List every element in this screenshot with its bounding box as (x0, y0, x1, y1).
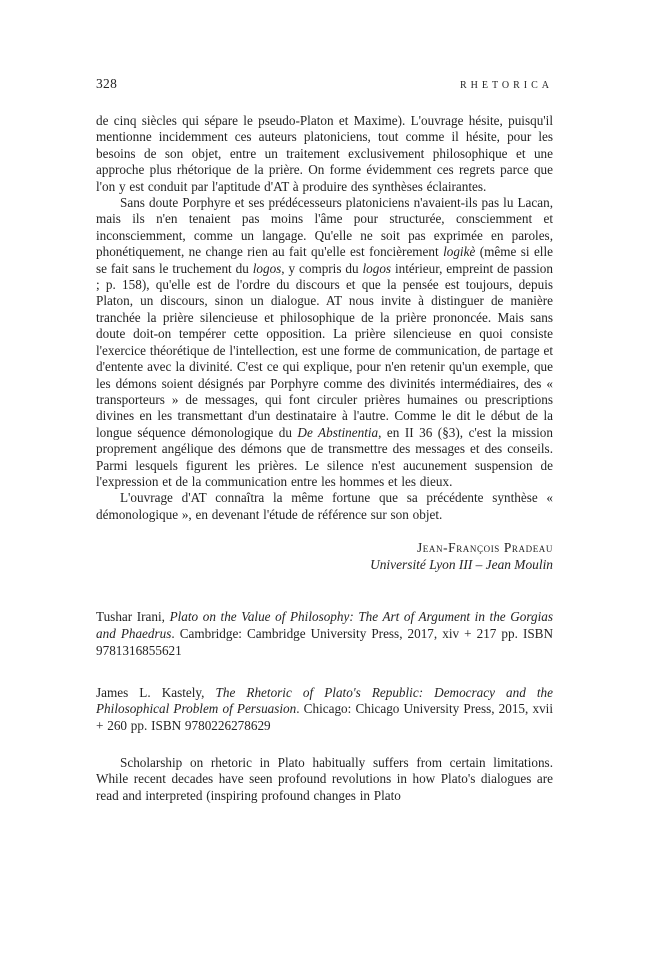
text-run: James L. Kastely, (96, 684, 216, 700)
text-run: L'ouvrage d'AT connaîtra la même fortune que sa précédente synthèse « démonologique », en devenant l'étude de référence sur son objet. (96, 490, 553, 522)
text-run: de cinq siècles qui sépare le pseudo-Platon et Maxime). L'ouvrage hésite, puisqu'il mentionne incidemment ces auteurs platoniciens, tout comme il hésite, pour les besoins de son objet, entre un traitement exclusivement philosophique et une approche plus rhétorique de la prière. On forme évidemment ces regrets parce que l'on y est conduit par l'aptitude d'AT à produire des synthèses éclairantes. (96, 113, 553, 194)
review-body-text (96, 113, 553, 523)
paragraph (96, 490, 553, 523)
text-run: (même si elle se fait sans le truchement du (96, 244, 553, 276)
book-citation (96, 685, 553, 735)
text-run: intérieur, empreint de passion ; p. 158), qu'elle est de l'ordre du discours et que la pensée est toujours, depuis Platon, un discours, sinon un dialogue. AT nous invite à distinguer de manière tranchée la prière silencieuse et philosophique de la prière prononcée. Mais sans doute doit-on tempérer cette opposition. La prière silencieuse en quoi consiste l'exercice théorétique de l'intellection, est une forme de communication, de partage et d'entente avec la divinité. C'est ce qui explique, pour n'en retenir qu'un exemple, que les démons soient désignés par Porphyre comme des divinités intermédiaires, des « transporteurs » de messages, qui font circuler prières humaines ou prescriptions divines en les transmettant d'un destinataire à l'autre. Comme le dit le début de la longue séquence démonologique du (96, 260, 553, 440)
reviewer-affiliation: Université Lyon III – Jean Moulin (370, 557, 553, 573)
text-run: , y compris du (281, 260, 363, 276)
paragraph (96, 113, 553, 195)
text-block (96, 76, 553, 804)
paragraph (96, 755, 553, 804)
italic-text-run: logos (252, 260, 282, 276)
book-citations (96, 609, 553, 735)
italic-text-run: De Abstinentia (297, 424, 379, 440)
italic-text-run: logos (362, 260, 392, 276)
text-run: . Chicago: Chicago University Press, 2015, xvii + 260 pp. ISBN 9780226278629 (96, 701, 553, 734)
running-header (96, 76, 553, 92)
page-number: 328 (96, 76, 118, 91)
attribution (96, 539, 553, 573)
text-run: Sans doute Porphyre et ses prédécesseurs platoniciens n'avaient-ils pas lu Lacan, mais ils n'en tenaient pas moins l'âme pour structurée, consciemment et inconsciemment, comme un langage. Qu'elle ne soit pas exprimée en paroles, phonétiquement, ne change rien au fait qu'elle est foncièrement (96, 195, 553, 260)
paragraph (96, 195, 553, 490)
text-run: . Cambridge: Cambridge University Press, 2017, xiv + 217 pp. ISBN 9781316855621 (96, 625, 553, 658)
next-review-opening (96, 755, 553, 804)
text-run: , en II 36 (§3), c'est la mission proprement angélique des démons que de transmettre des messages et des conseils. Parmi lesquels figurent les prières. Le silence n'est aucunement suspension de l'expression et de la communication entre les hommes et les dieux. (96, 424, 553, 489)
journal-running-head: RHETORICA (459, 80, 553, 91)
text-run: Tushar Irani, (96, 609, 170, 625)
italic-text-run: logikè (443, 244, 476, 260)
reviewer-name: Jean-François Pradeau (416, 540, 553, 556)
italic-text-run: The Rhetoric of Plato's Republic: Democracy and the Philosophical Problem of Persuasion (96, 684, 553, 717)
italic-text-run: Plato on the Value of Philosophy: The Art of Argument in the Gorgias and Phaedrus (96, 609, 553, 641)
text-run: Scholarship on rhetoric in Plato habitually suffers from certain limitations. While recent decades have seen profound revolutions in how Plato's dialogues are read and interpreted (inspiring profound changes in Plato (96, 754, 553, 803)
book-citation (96, 609, 553, 659)
